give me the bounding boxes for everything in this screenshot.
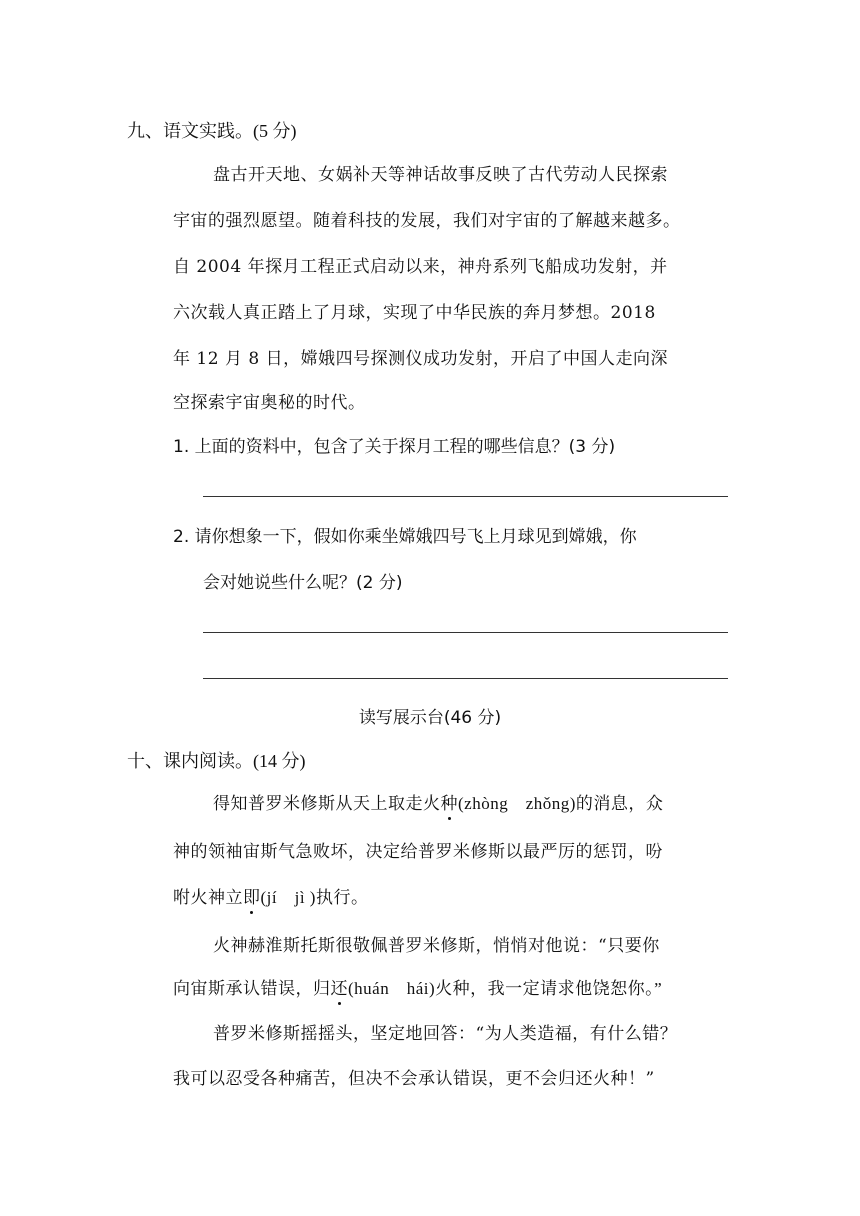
passage-line-3: 自 2004 年探月工程正式启动以来，神舟系列飞船成功发射，并 [173, 257, 668, 277]
section-9-score: (5 分) [253, 121, 297, 141]
question-2-line-1: 2. 请你想象一下，假如你乘坐嫦娥四号飞上月球见到嫦娥，你 [173, 527, 637, 547]
reading-p2-line-2 [173, 974, 728, 999]
question-1: 1. 上面的资料中，包含了关于探月工程的哪些信息？(3 分) [173, 437, 616, 457]
dotted-char: 种 [441, 789, 459, 814]
pinyin-choice: (zhòng zhǒng)的消息，众 [458, 794, 664, 813]
passage-line-2: 宇宙的强烈愿望。随着科技的发展，我们对宇宙的了解越来越多。 [173, 211, 681, 231]
answer-line-2[interactable] [203, 632, 728, 633]
passage-line-6: 空探索宇宙奥秘的时代。 [173, 393, 366, 413]
text-segment: 得知普罗米修斯从天上取走火 [213, 794, 441, 814]
reading-p3-line-2: 我可以忍受各种痛苦，但决不会承认错误，更不会归还火种！” [173, 1069, 655, 1089]
passage-line-4: 六次载人真正踏上了月球，实现了中华民族的奔月梦想。2018 [173, 303, 656, 323]
reading-p1-line-1 [213, 789, 728, 814]
question-2-line-2: 会对她说些什么呢？(2 分) [203, 573, 403, 593]
pinyin-choice: (jí jì )执行。 [260, 888, 369, 907]
pinyin-choice: (huán hái)火种，我一定请求他饶恕你。” [348, 979, 663, 998]
reading-p3-line-1: 普罗米修斯摇摇头，坚定地回答：“为人类造福，有什么错？ [213, 1024, 678, 1044]
reading-p1-line-2: 神的领袖宙斯气急败坏，决定给普罗米修斯以最严厉的惩罚，吩 [173, 842, 663, 862]
passage-line-1: 盘古开天地、女娲补天等神话故事反映了古代劳动人民探索 [213, 165, 668, 185]
section-10-title [127, 747, 306, 773]
text-segment: 咐火神立 [173, 888, 243, 908]
answer-line-3[interactable] [203, 678, 728, 679]
section-10-heading: 十、课内阅读。 [127, 751, 253, 772]
section-10-score: (14 分) [253, 751, 306, 771]
passage-line-5: 年 12 月 8 日，嫦娥四号探测仪成功发射，开启了中国人走向深 [173, 349, 669, 369]
section-9-title [127, 117, 297, 143]
answer-line-1[interactable] [203, 496, 728, 497]
reading-p1-line-3 [173, 883, 728, 908]
section-9-heading: 九、语文实践。 [127, 121, 253, 142]
read-write-showcase-title: 读写展示台(46 分) [358, 708, 502, 728]
dotted-char: 即 [243, 883, 261, 908]
reading-p2-line-1: 火神赫淮斯托斯很敬佩普罗米修斯，悄悄对他说：“只要你 [213, 936, 660, 956]
text-segment: 向宙斯承认错误，归 [173, 979, 331, 999]
dotted-char: 还 [331, 974, 349, 999]
